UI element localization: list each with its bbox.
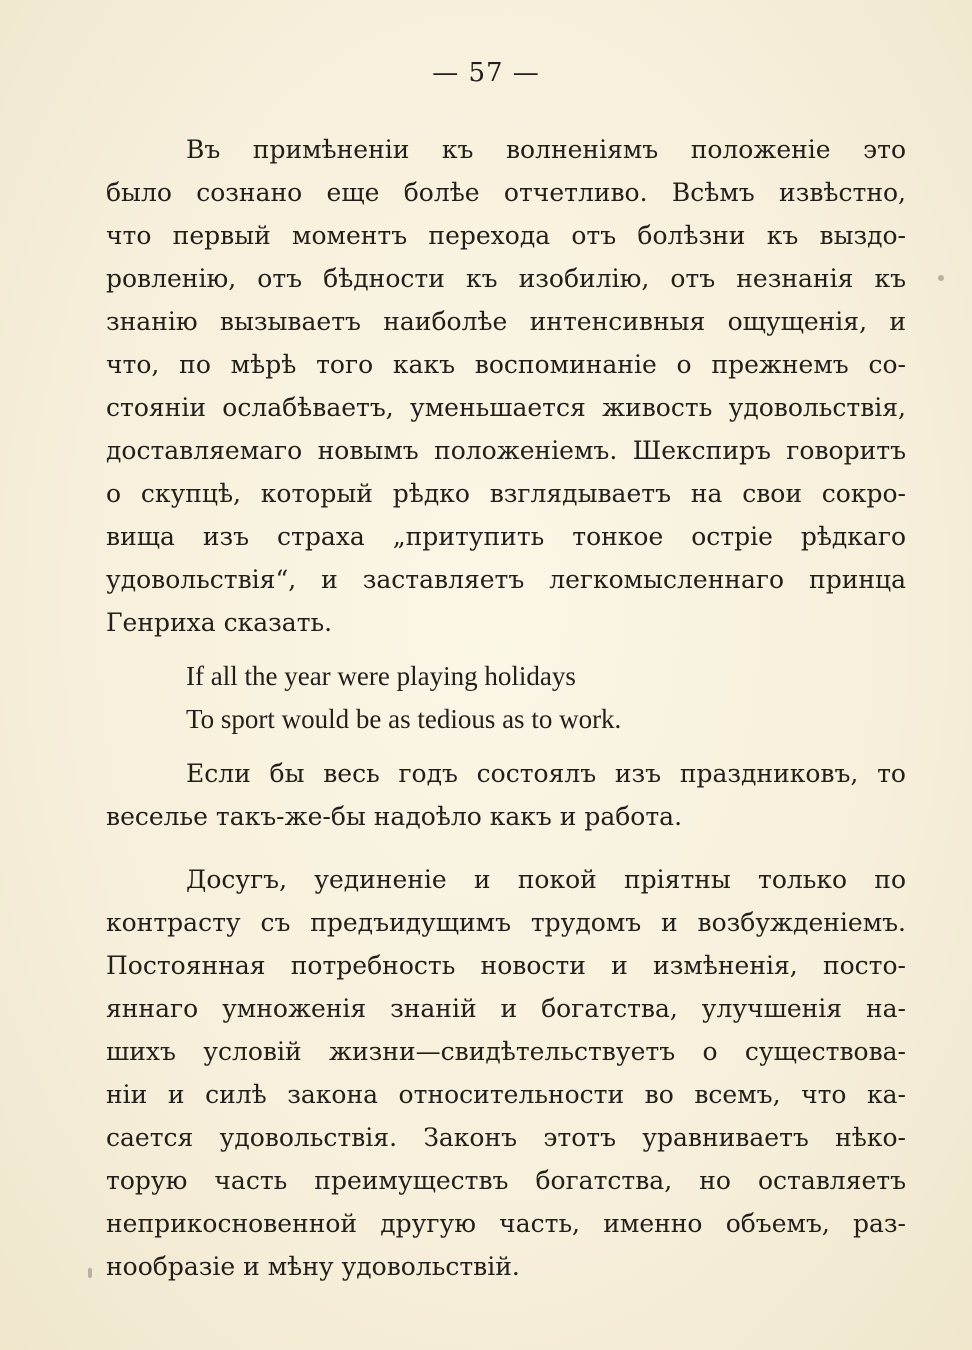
- text-line: о скупцѣ, который рѣдко взглядываетъ на свои сокро-: [106, 479, 906, 508]
- text-line: что, по мѣрѣ того какъ воспоминаніе о прежнемъ со-: [106, 350, 906, 379]
- text-line: было сознано еще болѣе отчетливо. Всѣмъ извѣстно,: [106, 178, 906, 207]
- paper-speck: [88, 1268, 92, 1278]
- text-line: контрасту съ предъидущимъ трудомъ и возбужденіемъ.: [106, 908, 906, 937]
- verse-line: If all the year were playing holidays: [186, 661, 576, 691]
- verse-line: To sport would be as tedious as to work.: [186, 704, 622, 734]
- text-line: ніи и силѣ закона относительности во всемъ, что ка-: [106, 1080, 906, 1109]
- text-line: знанію вызываетъ наиболѣе интенсивныя ощущенія, и: [106, 307, 906, 336]
- text-line: что первый моментъ перехода отъ болѣзни къ выздо-: [106, 221, 906, 250]
- text-line: Постоянная потребность новости и измѣненія, посто-: [106, 951, 906, 980]
- page-number: — 57 —: [432, 58, 540, 88]
- text-line: неприкосновенной другую часть, именно объемъ, раз-: [106, 1209, 906, 1238]
- text-line: шихъ условій жизни—свидѣтельствуетъ о существова-: [106, 1037, 906, 1066]
- text-line: вища изъ страха „притупить тонкое остріе рѣдкаго: [106, 522, 906, 551]
- text-line: Досугъ, уединеніе и покой пріятны только по: [186, 865, 906, 894]
- text-line: нообразіе и мѣну удовольствій.: [106, 1252, 520, 1281]
- text-line: яннаго умноженія знаній и богатства, улучшенія на-: [106, 994, 906, 1023]
- text-line: ровленію, отъ бѣдности къ изобилію, отъ незнанія къ: [106, 264, 906, 293]
- text-line: Въ примѣненіи къ волненіямъ положеніе это: [186, 135, 906, 164]
- text-line: Если бы весь годъ состоялъ изъ праздниковъ, то: [186, 759, 906, 788]
- paper-speck: [938, 275, 944, 281]
- text-line: веселье такъ-же-бы надоѣло какъ и работа.: [106, 802, 683, 831]
- text-line: сается удовольствія. Законъ этотъ уравниваетъ нѣко-: [106, 1123, 906, 1152]
- text-line: стояніи ослабѣваетъ, уменьшается живость удовольствія,: [106, 393, 906, 422]
- text-line: доставляемаго новымъ положеніемъ. Шекспиръ говоритъ: [106, 436, 906, 465]
- text-line: Генриха сказать.: [106, 608, 333, 637]
- text-line: торую часть преимуществъ богатства, но оставляетъ: [106, 1166, 906, 1195]
- text-line: удовольствія“, и заставляетъ легкомысленнаго принца: [106, 565, 906, 594]
